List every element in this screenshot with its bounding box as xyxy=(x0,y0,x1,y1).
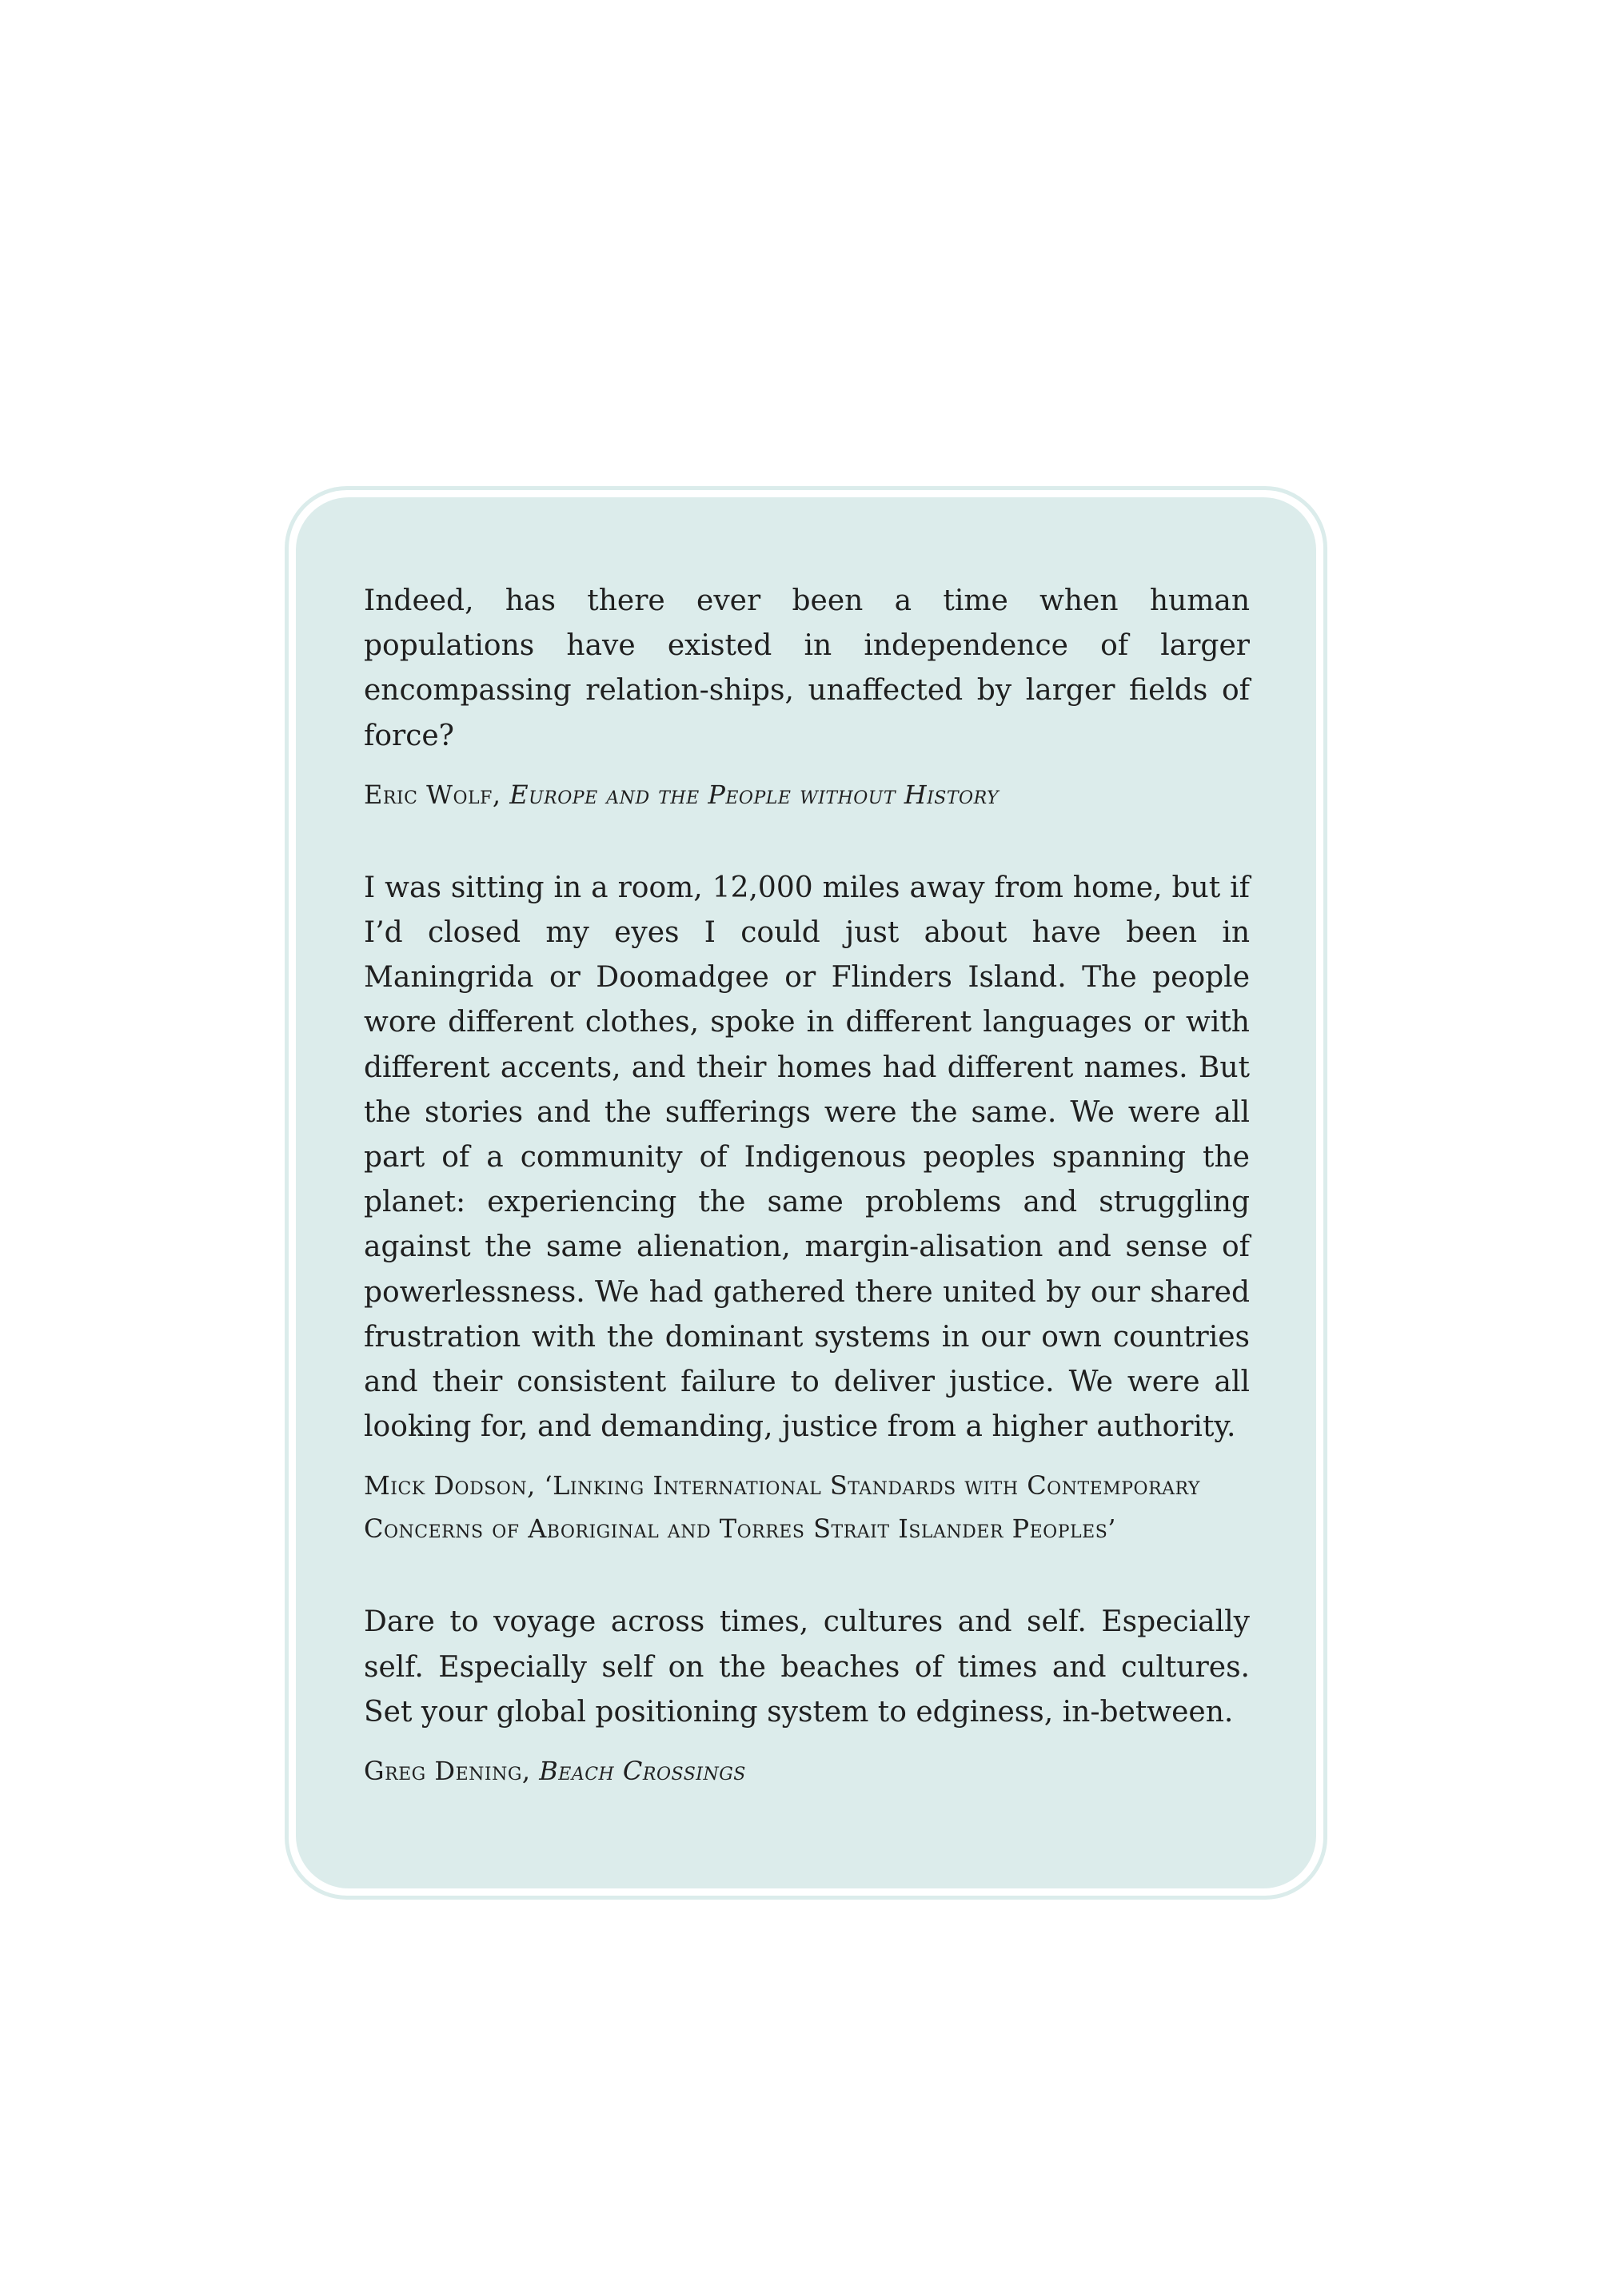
epigraph-quote: Indeed, has there ever been a time when human populations have existed in independence of larger encompassing relation-ships, unaffected by larger fields of force? xyxy=(364,584,1250,752)
epigraph-work-title: Beach Crossings xyxy=(539,1756,746,1787)
epigraph-attribution xyxy=(364,1749,1250,1793)
epigraph-work-title: Europe and the People without History xyxy=(509,779,999,810)
epigraph-author: Greg Dening, xyxy=(364,1756,540,1787)
epigraph-dening xyxy=(364,1600,1250,1793)
epigraph-attribution xyxy=(364,773,1250,816)
epigraph-author: Eric Wolf, xyxy=(364,779,510,810)
epigraph-quote: Dare to voyage across times, cultures and self. Especially self. Especially self on the beaches of times and cultures. Set your global positioning system to edginess, in-between. xyxy=(364,1605,1250,1729)
epigraph-wolf xyxy=(364,579,1250,816)
epigraph-dodson xyxy=(364,866,1250,1551)
epigraph-attribution xyxy=(364,1464,1250,1550)
epigraph-list xyxy=(364,579,1250,1793)
epigraph-work-title: ‘Linking International Standards with Contemporary Concerns of Aboriginal and Torres Strait Islander Peoples’ xyxy=(364,1470,1200,1545)
epigraph-author: Mick Dodson, xyxy=(364,1470,545,1501)
epigraph-quote: I was sitting in a room, 12,000 miles away from home, but if I’d closed my eyes I could just about have been in Maningrida or Doomadgee or Flinders Island. The people wore different clothes, spoke in different languages or with different accents, and their homes had different names. But the stories and the sufferings were the same. We were all part of a community of Indigenous peoples spanning the planet: experiencing the same problems and struggling against the same alienation, margin-alisation and sense of powerlessness. We had gathered there united by our shared frustration with the dominant systems in our own countries and their consistent failure to deliver justice. We were all looking for, and demanding, justice from a higher authority. xyxy=(364,871,1250,1444)
